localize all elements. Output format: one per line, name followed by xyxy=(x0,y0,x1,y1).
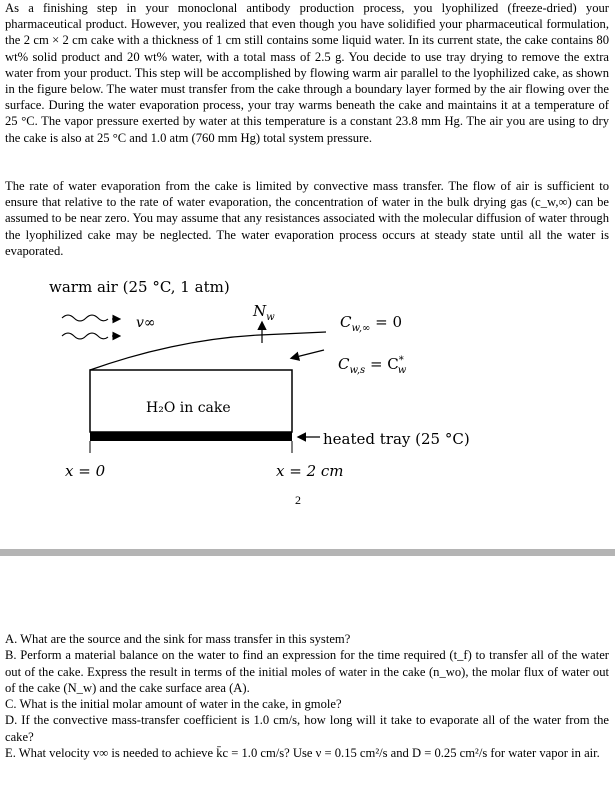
question-b: B. Perform a material balance on the water to find an expression for the time required (t_f) to transfer all of the water out of the cake. Express the result in terms of the initial moles of water in the cake (n_wo), the molar flux of water out of the cake (N_w) and the cake surface area (A). xyxy=(5,648,609,695)
surface-concentration-arrow xyxy=(292,350,324,358)
drying-diagram xyxy=(0,268,615,513)
tray-label: heated tray (25 °C) xyxy=(323,430,470,448)
question-list xyxy=(5,631,609,761)
problem-statement-paragraph-1: As a finishing step in your monoclonal antibody production process, you lyophilized (freeze-dried) your pharmaceutical product. However, you realized that even though you have solidified your pharmaceutical formulation, the 2 cm × 2 cm cake with a thickness of 1 cm still contains some liquid water. In its current state, the cake contains 80 wt% solid product and 20 wt% water, with a total mass of 2.5 g. You decide to use tray drying to remove the extra water from your product. This step will be accomplished by flowing warm air parallel to the lyophilized cake, as shown in the figure below. The water must transfer from the cake through a boundary layer formed by the air flowing over the surface. During the water evaporation process, your tray warms beneath the cake and maintains it at a temperature of 25 °C. The vapor pressure exerted by water at this temperature is a constant 23.8 mm Hg. The air you are using to dry the cake is also at 25 °C and 1.0 atm (760 mm Hg) total system pressure. xyxy=(5,1,609,145)
x0-label: x = 0 xyxy=(65,462,106,480)
air-flow-wave-icon xyxy=(62,315,119,339)
page-divider xyxy=(0,549,615,556)
flux-label: $N_w$ xyxy=(253,302,275,323)
question-a: A. What are the source and the sink for mass transfer in this system? xyxy=(5,632,351,646)
heated-tray xyxy=(90,432,292,441)
surface-concentration-label: $C_{w,s} = C^*$ w xyxy=(338,355,407,376)
x2-label: x = 2 cm xyxy=(276,462,344,480)
cake-label: H₂O in cake xyxy=(146,400,231,416)
question-c: C. What is the initial molar amount of water in the cake, in gmole? xyxy=(5,697,342,712)
problem-statement-paragraph-2: The rate of water evaporation from the cake is limited by convective mass transfer. The flow of air is sufficient to ensure that relative to the rate of water evaporation, the concentration of water in the bulk drying gas (c_w,∞) can be assumed to be near zero. You may assume that any resistances associated with the molecular diffusion of water through the lyophilized cake may be neglected. The water evaporation process occurs at steady state until all the water is evaporated. xyxy=(5,179,609,258)
question-d: D. If the convective mass-transfer coefficient is 1.0 cm/s, how long will it take to evaporate all of the water from the cake? xyxy=(5,713,609,744)
page-number: 2 xyxy=(295,493,301,507)
warm-air-label: warm air (25 °C, 1 atm) xyxy=(49,278,230,296)
freestream-velocity-label: v∞ xyxy=(136,315,156,331)
boundary-layer-curve xyxy=(90,332,326,370)
question-e: E. What velocity v∞ is needed to achieve k̄c = 1.0 cm/s? Use ν = 0.15 cm²/s and D = 0.25 cm²/s for water vapor in air. xyxy=(5,746,600,761)
bulk-concentration-label: $C_{w,\infty} = 0$ xyxy=(340,313,403,334)
